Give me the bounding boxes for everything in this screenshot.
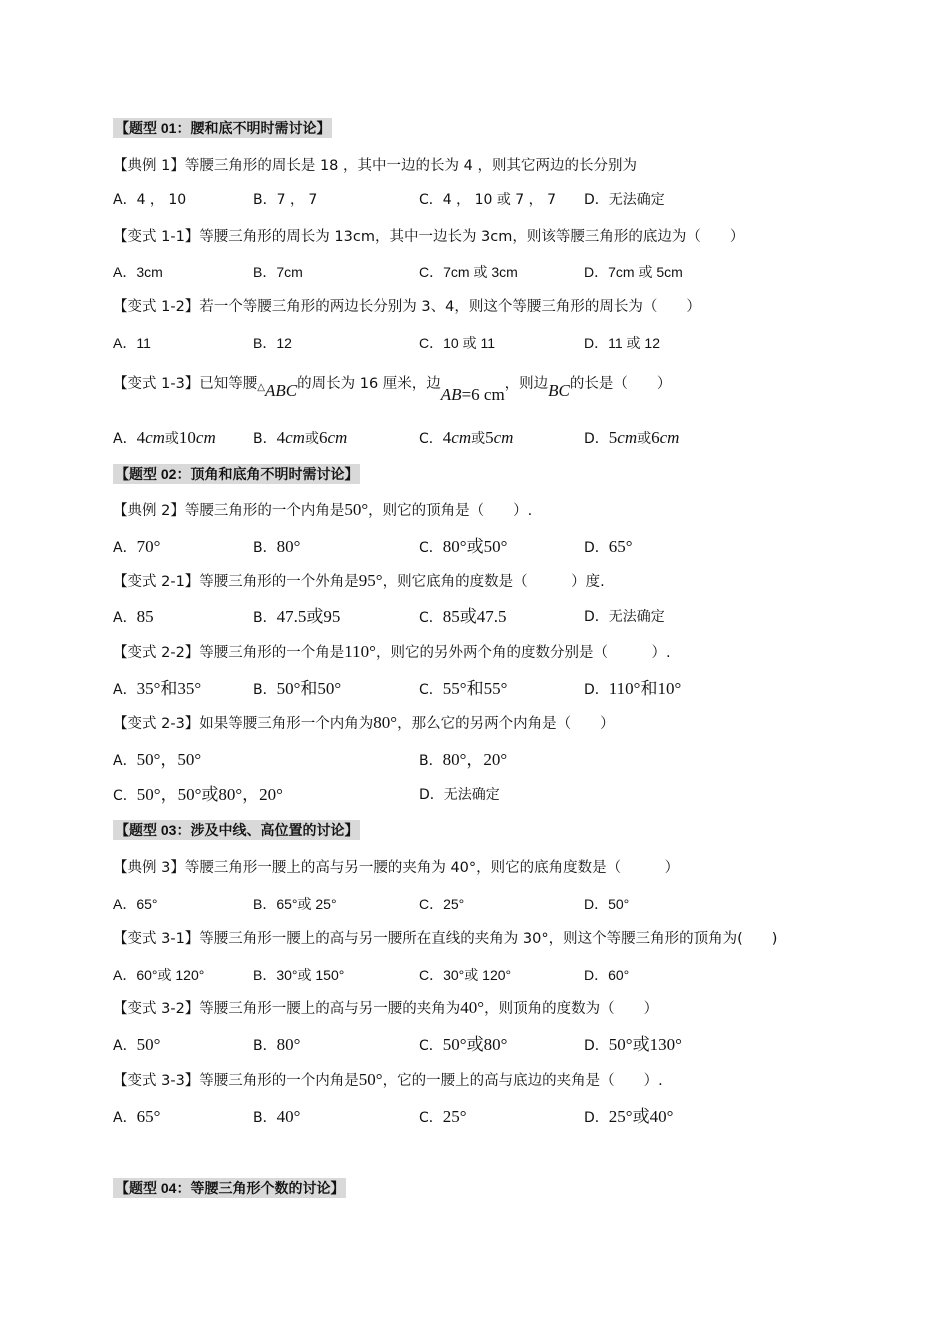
- option-value: 70°: [136, 537, 161, 556]
- variant-1-1-question: [113, 227, 744, 247]
- question-text: 若一个等腰三角形的两边长分别为 3、4，则这个等腰三角形的周长为（ ）: [199, 299, 701, 315]
- option-letter: D．: [584, 1038, 609, 1054]
- example-2-options: [113, 536, 873, 558]
- question-text-part: 的周长为 16 厘米，边: [297, 376, 441, 392]
- option-c: C．30°或 120°: [419, 967, 512, 983]
- question-text-part: ，则它的另外两个角的度数分别是（ ）.: [375, 645, 671, 661]
- option-c: [419, 1034, 507, 1057]
- option-b: B．7 ， 7: [253, 192, 318, 208]
- option-d: [584, 536, 633, 559]
- option-b: [253, 536, 300, 559]
- option-a: [113, 1106, 160, 1129]
- option-unit: cm: [617, 428, 638, 447]
- question-label: 【变式 3-3】: [113, 1073, 200, 1089]
- option-value: 55°和55°: [442, 679, 508, 698]
- question-label: 【变式 3-1】: [113, 931, 200, 947]
- option-d: D．60°: [584, 967, 630, 983]
- option-c: [419, 678, 507, 701]
- question-text-part: ，它的一腰上的高与底边的夹角是（ ）.: [382, 1073, 663, 1089]
- question-text: 等腰三角形一腰上的高与另一腰的夹角为 40°，则它的底角度数是（ ）: [184, 860, 680, 876]
- question-text: 等腰三角形的周长为 13cm，其中一边长为 3cm，则该等腰三角形的底边为（ ）: [199, 229, 745, 245]
- question-text-part: ，则边: [504, 376, 549, 392]
- option-letter: D．: [584, 431, 609, 447]
- question-text: 等腰三角形的周长是 18 ，其中一边的长为 4 ，则其它两边的长分别为: [184, 158, 637, 174]
- example-1-options: [113, 189, 873, 211]
- option-d: D．50°: [584, 896, 630, 912]
- question-text-part: ，则它底角的度数是（ ）度.: [382, 574, 605, 590]
- variant-2-2-question: [113, 642, 671, 663]
- math-bc: BC: [548, 381, 570, 400]
- option-value: 110°和10°: [608, 679, 682, 698]
- option-b: B．65°或 25°: [253, 896, 337, 912]
- variant-2-2-options: [113, 678, 873, 700]
- variant-1-2-question: [113, 297, 701, 317]
- option-value: 4: [276, 428, 286, 447]
- example-2-question: [113, 500, 532, 521]
- option-letter: B．: [253, 1110, 277, 1126]
- example-1-question: [113, 156, 637, 176]
- option-value: 35°和35°: [136, 679, 202, 698]
- math-value: 95°: [358, 571, 383, 590]
- option-c: [419, 427, 513, 450]
- option-d: [584, 606, 665, 628]
- option-letter: C．: [419, 431, 443, 447]
- option-letter: B．: [253, 1038, 277, 1054]
- section-heading-02: 【题型 02：顶角和底角不明时需讨论】: [115, 466, 359, 482]
- variant-1-2-options: [113, 332, 873, 354]
- variant-3-1-question: [113, 929, 777, 949]
- option-b: B．7cm: [253, 264, 303, 280]
- option-letter: C．: [419, 540, 443, 556]
- math-value: 50°: [344, 500, 369, 519]
- option-letter: D．: [584, 682, 609, 698]
- option-letter: B．: [253, 540, 277, 556]
- question-text-part: 等腰三角形的一个内角是: [199, 1073, 359, 1089]
- math-abc: ABC: [265, 381, 298, 400]
- option-b: [419, 749, 507, 772]
- option-unit: cm: [451, 428, 472, 447]
- option-a: [113, 678, 201, 701]
- variant-3-2-question: [113, 998, 658, 1019]
- option-letter: B．: [253, 682, 277, 698]
- math-ab-value: =6 cm: [461, 385, 505, 404]
- option-or: 或: [637, 431, 652, 447]
- option-value: 5: [608, 428, 618, 447]
- option-letter: B．: [253, 431, 277, 447]
- option-value: 6: [651, 428, 660, 447]
- question-label: 【变式 1-1】: [113, 229, 200, 245]
- option-c: C．25°: [419, 896, 465, 912]
- option-unit: cm: [195, 428, 216, 447]
- variant-1-3-question: [113, 370, 672, 404]
- question-label: 【变式 3-2】: [113, 1001, 200, 1017]
- option-a: A．11: [113, 335, 151, 351]
- option-d: [584, 678, 681, 701]
- option-value: 50°或80°: [442, 1035, 508, 1054]
- option-c: C．4 ， 10 或 7 ， 7: [419, 192, 557, 208]
- option-letter: D．: [419, 787, 444, 803]
- question-label: 【变式 1-3】: [113, 376, 200, 392]
- option-a: [113, 606, 154, 629]
- option-value: 65°: [136, 1107, 161, 1126]
- question-label: 【典例 1】: [113, 158, 185, 174]
- variant-2-3-options-row-1: [113, 749, 873, 771]
- option-a: A．60°或 120°: [113, 967, 205, 983]
- option-letter: C．: [113, 788, 137, 804]
- variant-3-3-options: [113, 1106, 873, 1128]
- option-value: 80°: [276, 1035, 301, 1054]
- option-a: [113, 1034, 160, 1057]
- option-unit: cm: [493, 428, 514, 447]
- option-value: 无法确定: [608, 609, 665, 625]
- option-value: 无法确定: [443, 787, 500, 803]
- option-unit: cm: [285, 428, 305, 447]
- option-letter: A．: [113, 753, 137, 769]
- option-value: 50°，50°: [136, 750, 202, 769]
- option-b: [253, 427, 347, 450]
- question-text-part: 的长是（ ）: [569, 376, 672, 392]
- section-heading-01: 【题型 01：腰和底不明时需讨论】: [115, 120, 331, 136]
- option-b: [253, 678, 341, 701]
- question-label: 【变式 2-3】: [113, 716, 200, 732]
- question-text-part: ，则顶角的度数为（ ）: [484, 1001, 659, 1017]
- variant-2-1-options: [113, 606, 873, 628]
- option-value: 47.5或95: [276, 607, 341, 626]
- variant-1-1-options: [113, 261, 873, 283]
- option-c: [113, 784, 283, 807]
- option-c: [419, 1106, 467, 1129]
- option-value: 50°: [136, 1035, 161, 1054]
- math-value: 50°: [358, 1070, 383, 1089]
- example-3-question: [113, 858, 679, 878]
- option-value: 85: [136, 607, 154, 626]
- option-b: B．30°或 150°: [253, 967, 345, 983]
- option-letter: C．: [419, 1038, 443, 1054]
- option-or: 或: [471, 431, 486, 447]
- question-text-part: 等腰三角形的一个角是: [199, 645, 345, 661]
- question-label: 【变式 2-1】: [113, 574, 200, 590]
- option-or: 或: [304, 431, 319, 447]
- option-b: [253, 1106, 300, 1129]
- option-value: 80°: [276, 537, 301, 556]
- variant-3-1-options: [113, 964, 873, 986]
- question-text-part: ，则它的顶角是（ ）.: [368, 503, 533, 519]
- option-value: 25°: [442, 1107, 467, 1126]
- option-b: B．12: [253, 335, 292, 351]
- option-b: [253, 1034, 300, 1057]
- section-heading-03: 【题型 03：涉及中线、高位置的讨论】: [115, 822, 359, 838]
- option-letter: A．: [113, 540, 137, 556]
- option-letter: A．: [113, 1038, 137, 1054]
- variant-3-2-options: [113, 1034, 873, 1056]
- option-c: C．10 或 11: [419, 335, 495, 351]
- option-or: 或: [164, 431, 179, 447]
- option-d: D．无法确定: [584, 192, 665, 208]
- option-d: D．7cm 或 5cm: [584, 264, 683, 280]
- question-label: 【变式 1-2】: [113, 299, 200, 315]
- option-letter: C．: [419, 682, 443, 698]
- option-value: 25°或40°: [608, 1107, 674, 1126]
- math-value: 80°: [373, 713, 398, 732]
- option-d: [584, 1106, 673, 1129]
- variant-3-3-question: [113, 1070, 663, 1091]
- option-value: 50°和50°: [276, 679, 342, 698]
- option-a: A．4 ， 10: [113, 192, 187, 208]
- question-text: 等腰三角形一腰上的高与另一腰所在直线的夹角为 30°，则这个等腰三角形的顶角为( ): [199, 931, 778, 947]
- option-unit: cm: [145, 428, 165, 447]
- option-letter: C．: [419, 610, 443, 626]
- option-value: 5: [485, 428, 494, 447]
- option-letter: D．: [584, 540, 609, 556]
- option-unit: cm: [659, 428, 680, 447]
- section-heading-04: 【题型 04：等腰三角形个数的讨论】: [115, 1180, 345, 1196]
- option-value: 4: [136, 428, 146, 447]
- option-c: [419, 606, 507, 629]
- option-letter: B．: [419, 753, 443, 769]
- option-value: 80°或50°: [442, 537, 508, 556]
- variant-2-1-question: [113, 571, 605, 592]
- option-c: [419, 536, 507, 559]
- question-label: 【典例 2】: [113, 503, 185, 519]
- option-d: D．11 或 12: [584, 335, 660, 351]
- option-letter: A．: [113, 431, 137, 447]
- option-value: 65°: [608, 537, 633, 556]
- option-a: A．65°: [113, 896, 158, 912]
- option-letter: A．: [113, 682, 137, 698]
- option-value: 4: [442, 428, 452, 447]
- option-d: [584, 1034, 682, 1057]
- option-letter: A．: [113, 610, 137, 626]
- option-a: [113, 427, 216, 450]
- triangle-symbol: △: [257, 382, 265, 393]
- option-a: A．3cm: [113, 264, 163, 280]
- option-unit: cm: [327, 428, 348, 447]
- option-value: 6: [318, 428, 328, 447]
- option-value: 10: [178, 428, 196, 447]
- question-text-part: 等腰三角形的一个内角是: [184, 503, 345, 519]
- option-value: 50°，50°或80°，20°: [136, 785, 283, 804]
- math-value: 40°: [460, 998, 485, 1017]
- variant-1-3-options: [113, 427, 873, 449]
- question-text-part: 等腰三角形的一个外角是: [199, 574, 359, 590]
- question-text-part: 等腰三角形一腰上的高与另一腰的夹角为: [199, 1001, 461, 1017]
- option-a: [113, 536, 160, 559]
- math-ab: AB: [440, 385, 462, 404]
- option-value: 80°，20°: [442, 750, 508, 769]
- option-letter: D．: [584, 1110, 609, 1126]
- option-a: [113, 749, 201, 772]
- option-letter: C．: [419, 1110, 443, 1126]
- option-value: 85或47.5: [442, 607, 507, 626]
- option-b: [253, 606, 340, 629]
- question-text-part: 已知等腰: [199, 376, 258, 392]
- option-value: 50°或130°: [608, 1035, 682, 1054]
- option-d: [419, 784, 500, 806]
- variant-2-3-options-row-2: [113, 784, 873, 806]
- option-letter: B．: [253, 610, 277, 626]
- option-letter: A．: [113, 1110, 137, 1126]
- question-text-part: 如果等腰三角形一个内角为: [199, 716, 374, 732]
- question-text-part: ，那么它的另两个内角是（ ）: [397, 716, 615, 732]
- math-value: 110°: [344, 642, 376, 661]
- variant-2-3-question: [113, 713, 615, 734]
- option-value: 40°: [276, 1107, 301, 1126]
- question-label: 【变式 2-2】: [113, 645, 200, 661]
- example-3-options: [113, 893, 873, 915]
- option-letter: D．: [584, 609, 609, 625]
- question-label: 【典例 3】: [113, 860, 185, 876]
- option-c: C．7cm 或 3cm: [419, 264, 518, 280]
- option-d: [584, 427, 679, 450]
